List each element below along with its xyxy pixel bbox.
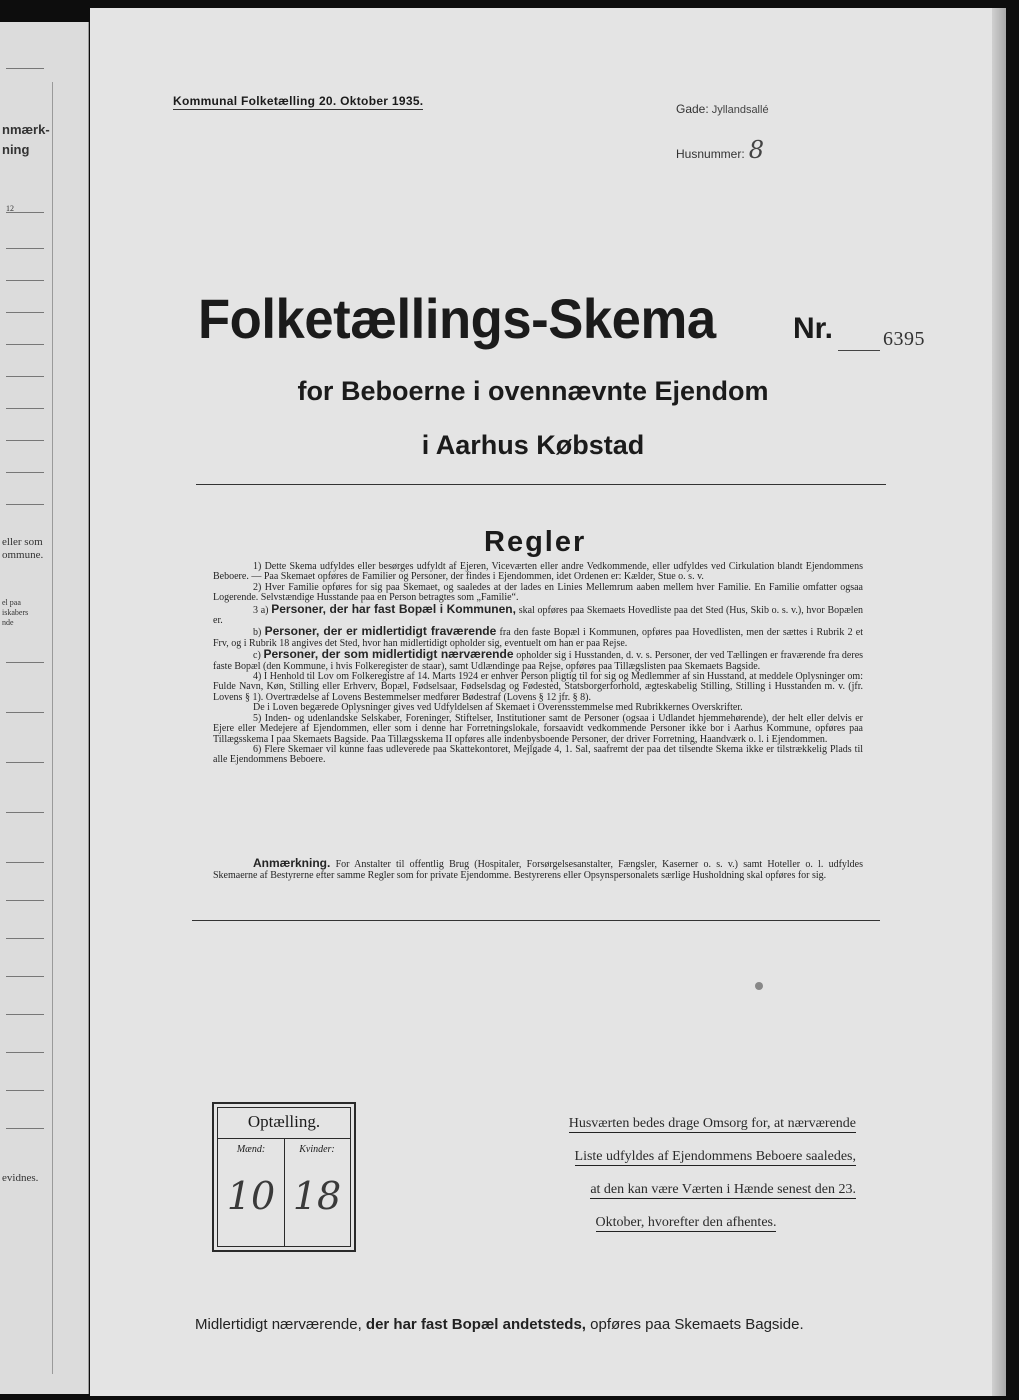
rule-line [6,312,44,313]
rule-keyword: Personer, der er midlertidigt fraværende [264,624,497,639]
paper-spot [755,982,763,990]
notice-text: Liste udfyldes af Ejendommens Beboere saaledes, [574,1149,856,1164]
landlord-notice [516,1116,856,1248]
footer-text: Midlertidigt nærværende, [195,1316,362,1333]
form-number-line [838,350,880,351]
notice-line [516,1116,856,1132]
footer-bold-text: der har fast Bopæl andetsteds, [365,1316,586,1333]
left-page-fragment [0,22,89,1394]
rule-line [6,976,44,977]
rules-heading: Regler [484,526,587,558]
rule-line [6,504,44,505]
form-number-label: Nr. [793,312,834,345]
rule-number: b) [253,627,262,639]
rule-line [6,1014,44,1015]
left-fragment-text: el paa [2,598,21,607]
women-count: 18 [292,1174,342,1218]
rule-line [6,280,44,281]
left-fragment-text: nmærk- [2,122,50,137]
rule-paragraph [213,601,864,627]
count-caption: Optælling. [247,1112,321,1131]
rule-number: c) [253,650,261,662]
notice-line [516,1215,856,1231]
rule-paragraph: 6) Flere Skemaer vil kunne faas udleverede paa Skattekontoret, Mejlgade 4, 1. Sal, saafremt der paa det tilsendte Skema ikke er tilstrækkelig Plads til alle Ejendommens Beboere. [213,743,863,766]
street-field [676,102,769,116]
rule-line [6,408,44,409]
rule-text: skal opføres paa Skemaets Hovedliste paa det Sted (Hus, Skib o. s. v.), hvor Bopælen er. [213,604,864,627]
notice-text: Oktober, hvorefter den afhentes. [595,1215,777,1230]
rule-line [6,1128,44,1129]
rules-text [213,562,863,766]
rule-line [6,712,44,713]
house-number-field [676,136,764,164]
notice-text: Husværten bedes drage Omsorg for, at nærværende [568,1116,856,1131]
divider [192,920,880,921]
notice-text: at den kan være Værten i Hænde senest den 23. [590,1182,856,1197]
footer-note [195,1316,804,1333]
rule-number: 3 a) [253,604,269,616]
left-fragment-text: nde [2,618,14,627]
left-fragment-text: 12 [6,204,14,213]
men-label: Mænd: [236,1144,266,1155]
street-label: Gade: [676,102,709,116]
rule-line [6,862,44,863]
count-box [212,1102,356,1252]
remark-text: For Anstalter til offentlig Brug (Hospitaler, Forsørgelsesanstalter, Fængsler, Kaserner o. s. v.) samt Hoteller o. l. udfyldes Skemaerne af Bestyrerne efter samme Regler som for private Ejendomme. Bestyrerens eller Opsynspersonalets særlige Husholdning skal opføres for sig. [213,859,864,881]
census-header: Kommunal Folketælling 20. Oktober 1935. [173,94,424,108]
divider [196,484,886,485]
form-subtitle: for Beboerne i ovennævnte Ejendom [297,376,769,406]
rule-text: opholder sig i Husstanden, d. v. s. Personer, der ved Tællingen er fraværende fra deres faste Bopæl (den Kommune, i hvis Folkeregister de staar), samt Udlændinge paa Rejse, opføres paa Tillægslisten paa Skemaets Bagside. [213,650,864,672]
rule-paragraph: 2) Hver Familie opføres for sig paa Skemaet, og saaledes at der lades en Linies Mellemrum aaben mellem hver Familie. En Familie omfatter ogsaa Logerende. Selvstændige Husstande paa en Person betragtes som „Familie“. [213,581,863,604]
rule-line [6,900,44,901]
census-form-page [90,8,1006,1396]
form-number: 6395 [883,328,925,350]
rule-line [6,662,44,663]
rule-text: fra den faste Bopæl i Kommunen, opføres paa Hovedlisten, men der sættes i Rubrik 2 et Frv, og i Rubrik 18 angives det Sted, hvor han midlertidigt opholder sig, eventuelt om han er paa Rejse. [213,627,864,649]
rule-paragraph: 4) I Henhold til Lov om Folkeregistre af 14. Marts 1924 er enhver Person pligtig til for sig og Medlemmer af sin Husstand, at meddele Oplysninger om: Fulde Navn, Køn, Stilling eller Erhverv, Bopæl, Fødselsaar, Fødselsdag og Fødested, Statsborgerforhold, ægteskabelig Stilling, Stilling i Husstanden m. v. (jfr. Lovens § 1). Overtrædelse af Lovens Bestemmelser medfører Bødestraf (Lovens § 12 jfr. § 8). [213,671,863,703]
rule-line [6,248,44,249]
rule-keyword: Personer, der har fast Bopæl i Kommunen, [271,601,516,616]
rule-paragraph [213,649,863,672]
footer-text: opføres paa Skemaets Bagside. [590,1316,804,1333]
left-fragment-text: iskabers [2,608,29,617]
men-count: 10 [226,1174,276,1218]
page-fold [52,82,53,1374]
form-title: Folketællings-Skema [198,287,716,350]
women-label: Kvinder: [299,1144,335,1155]
remark-paragraph [213,858,863,881]
rule-line [6,762,44,763]
rule-line [6,472,44,473]
left-fragment-text: ning [2,142,30,157]
rule-line [6,440,44,441]
rule-line [6,938,44,939]
rule-line [6,1052,44,1053]
rule-line [6,344,44,345]
house-number-label: Husnummer: [676,147,745,161]
rule-line [6,812,44,813]
left-fragment-text: ommune. [2,549,44,561]
remark-label: Anmærkning. [253,856,331,870]
rule-keyword: Personer, der som midlertidigt nærværende [263,647,514,662]
rule-paragraph: 1) Dette Skema udfyldes eller besørges udfyldt af Ejeren, Viceværten eller andre Vedkommende, eller udfyldes ved Cirkulation blandt Ejendommens Beboere. — Paa Skemaet opføres de Familier og Personer, der findes i Ejendommen, idet Ordenen er: Kælder, Stue o. s. v. [213,561,863,583]
notice-line [516,1182,856,1198]
house-number-value: 8 [748,136,764,164]
left-fragment-text: eller som [2,536,43,548]
notice-line [516,1149,856,1165]
street-value: Jyllandsallé [711,104,769,116]
rule-paragraph: 5) Inden- og udenlandske Selskaber, Foreninger, Stiftelser, Institutioner samt de Personer (ogsaa i Udlandet hjemmehørende), der helt eller delvis er Ejere eller Medejere af Ejendommen, eller som i denne har Forretningslokale, forsaavidt vedkommende Personer ikke bor i Aarhus Kommune, opføres paa Tillægsskema I paa Skemaets Bagside. Paa Tillægsskema II opføres alle indenbysboende Personer, der driver Forretning, Haandværk o. l. i Ejendommen. [213,712,863,745]
rule-paragraph [213,626,863,649]
rule-line [6,68,44,69]
left-fragment-text: evidnes. [2,1172,39,1184]
rule-line [6,376,44,377]
page-edge [992,8,1006,1396]
rule-line [6,1090,44,1091]
form-subtitle-city: i Aarhus Købstad [421,430,645,460]
count-box-frame [217,1107,351,1247]
rule-paragraph: De i Loven begærede Oplysninger gives ved Udfyldelsen af Skemaet i Overensstemmelse med Rubrikkernes Overskrifter. [253,702,743,714]
